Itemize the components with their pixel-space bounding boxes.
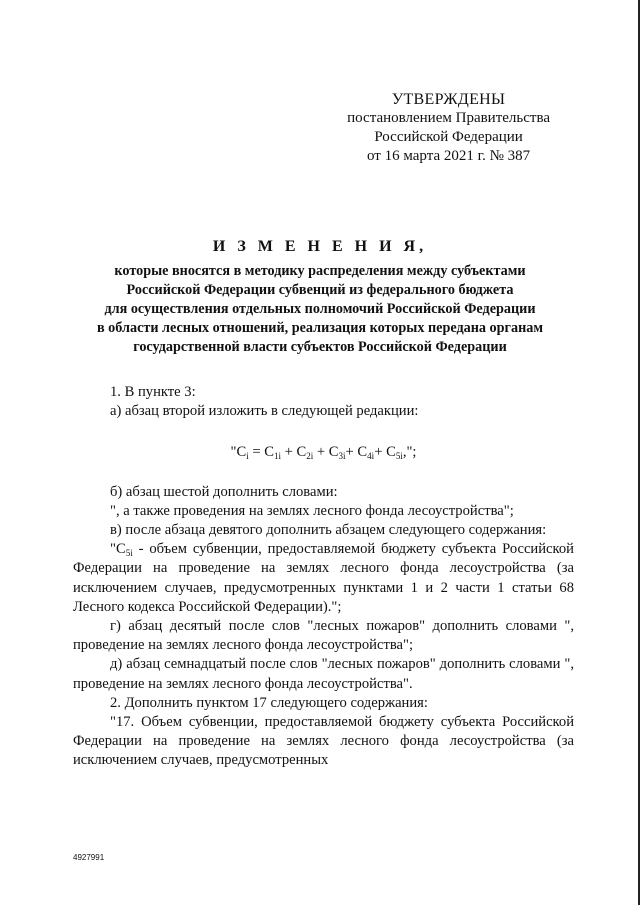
formula: "$C_i = C_{1i} + C_{2i} + C_{3i}+ C_{4i}+ C_{5i}$,"; [230, 444, 417, 462]
subtitle-line: Российской Федерации субвенций из федерального бюджета [126, 282, 514, 298]
paragraph-4: ", а также проведения на землях лесного фонда лесоустройства"; [110, 502, 514, 519]
paragraph-8: д) абзац семнадцатый после слов "лесных пожаров" дополнить словами ", проведение на землях лесного фонда лесоустройства". [73, 656, 574, 692]
document-subtitle [60, 262, 580, 357]
approval-line-3: от 16 марта 2021 г. № 387 [367, 148, 531, 164]
document-number-footer: 4927991 [73, 853, 105, 862]
paragraph-1: 1. В пункте 3: [110, 384, 196, 400]
paragraph-9: 2. Дополнить пунктом 17 следующего содержания: [110, 694, 428, 711]
paragraph-2: а) абзац второй изложить в следующей редакции: [110, 403, 419, 420]
subtitle-line: в области лесных отношений, реализация которых передана органам [96, 320, 544, 336]
document-title: И З М Е Н Е Н И Я, [212, 238, 428, 255]
document-body [73, 383, 574, 771]
approval-line-1: постановлением Правительства [347, 110, 550, 126]
paragraph-5: в) после абзаца девятого дополнить абзацем следующего содержания: [110, 522, 547, 539]
paragraph-10: "17. Объем субвенции, предоставляемой бюджету субъекта Российской Федерации на проведение на землях лесного фонда лесоустройства (за исключением случаев, предусмотренных [73, 714, 574, 769]
approval-stamp [347, 90, 550, 166]
subtitle-line: которые вносятся в методику распределения между субъектами [114, 263, 526, 279]
paragraph-6: "$C_{5i}$ - объем субвенции, предоставляемой бюджету субъекта Российской Федерации на проведение на землях лесного фонда лесоустройства (за исключением случаев, предусмотренных пунктами 1 и 2 части 1 статьи 68 Лесного кодекса Российской Федерации)."; [73, 541, 574, 615]
subtitle-line: для осуществления отдельных полномочий Российской Федерации [104, 301, 536, 317]
paragraph-3: б) абзац шестой дополнить словами: [110, 483, 338, 500]
paragraph-7: г) абзац десятый после слов "лесных пожаров" дополнить словами ", проведение на землях лесного фонда лесоустройства"; [73, 618, 574, 654]
approval-heading: УТВЕРЖДЕНЫ [391, 91, 506, 108]
subtitle-line: государственной власти субъектов Российской Федерации [133, 339, 507, 355]
approval-line-2: Российской Федерации [374, 129, 523, 145]
